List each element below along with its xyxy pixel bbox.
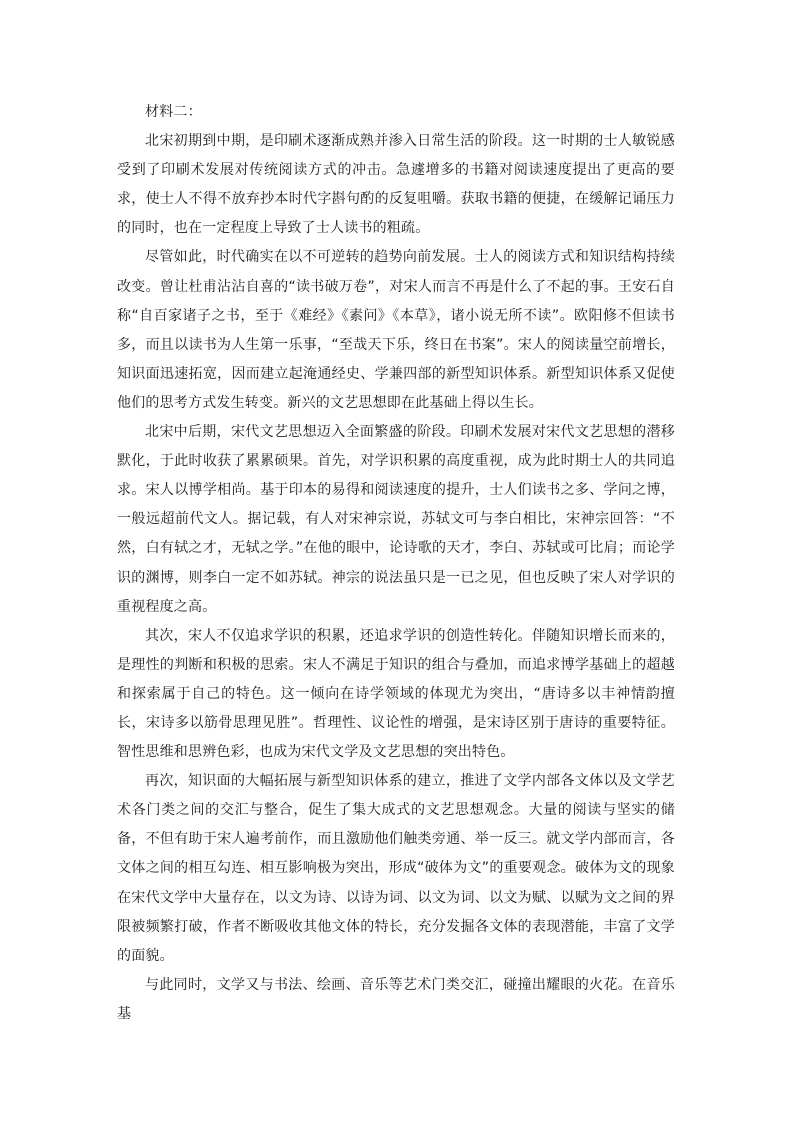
- document-body: [117, 98, 675, 1029]
- section-heading: 材料二：: [145, 104, 202, 120]
- paragraph-3: 北宋中后期，宋代文艺思想迈入全面繁盛的阶段。印刷术发展对宋代文艺思想的潜移默化，于此时收获了累累硕果。首先，对学识积累的高度重视，成为此时期士人的共同追求。宋人以博学相尚。基于印本的易得和阅读速度的提升，士人们读书之多、学问之博，一般远超前代文人。据记载，有人对宋神宗说，苏轼文可与李白相比，宋神宗回答：“不然，白有轼之才，无轼之学。”在他的眼中，论诗歌的天才，李白、苏轼或可比肩；而论学识的渊博，则李白一定不如苏轼。神宗的说法虽只是一已之见，但也反映了宋人对学识的重视程度之高。: [117, 424, 675, 615]
- paragraph-6: 与此同时，文学又与书法、绘画、音乐等艺术门类交汇，碰撞出耀眼的火花。在音乐基: [117, 976, 675, 1022]
- paragraph-4: 其次，宋人不仅追求学识的积累，还追求学识的创造性转化。伴随知识增长而来的，是理性的判断和积极的思索。宋人不满足于知识的组合与叠加，而追求博学基础上的超越和探索属于自己的特色。这一倾向在诗学领域的体现尤为突出，“唐诗多以丰神情韵擅长，宋诗多以筋骨思理见胜”。哲理性、议论性的增强，是宋诗区别于唐诗的重要特征。智性思维和思辨色彩，也成为宋代文学及文艺思想的突出特色。: [117, 627, 675, 761]
- paragraph-2: 尽管如此，时代确实在以不可逆转的趋势向前发展。士人的阅读方式和知识结构持续改变。曾让杜甫沾沾自喜的“读书破万卷”，对宋人而言不再是什么了不起的事。王安石自称“自百家诸子之书，至于《难经》《素问》《本草》，诸小说无所不读”。欧阳修不但读书多，而且以读书为人生第一乐事，“至哉天下乐，终日在书案”。宋人的阅读量空前增长，知识面迅速拓宽，因而建立起淹通经史、学兼四部的新型知识体系。新型知识体系又促使他们的思考方式发生转变。新兴的文艺思想即在此基础上得以生长。: [117, 249, 675, 411]
- paragraph-5: 再次，知识面的大幅拓展与新型知识体系的建立，推进了文学内部各文体以及文学艺术各门类之间的交汇与整合，促生了集大成式的文艺思想观念。大量的阅读与坚实的储备，不但有助于宋人遍考前作，而且激励他们触类旁通、举一反三。就文学内部而言，各文体之间的相互勾连、相互影响极为突出，形成“破体为文”的重要观念。破体为文的现象在宋代文学中大量存在，以文为诗、以诗为词、以文为词、以文为赋、以赋为文之间的界限被频繁打破，作者不断吸收其他文体的特长，充分发掘各文体的表现潜能，丰富了文学的面貌。: [117, 773, 675, 964]
- paragraph-1: 北宋初期到中期，是印刷术逐渐成熟并渗入日常生活的阶段。这一时期的士人敏锐感受到了印刷术发展对传统阅读方式的冲击。急遽增多的书籍对阅读速度提出了更高的要求，使士人不得不放弃抄本时代字斟句酌的反复咀嚼。获取书籍的便捷，在缓解记诵压力的同时，也在一定程度上导致了士人读书的粗疏。: [117, 133, 675, 237]
